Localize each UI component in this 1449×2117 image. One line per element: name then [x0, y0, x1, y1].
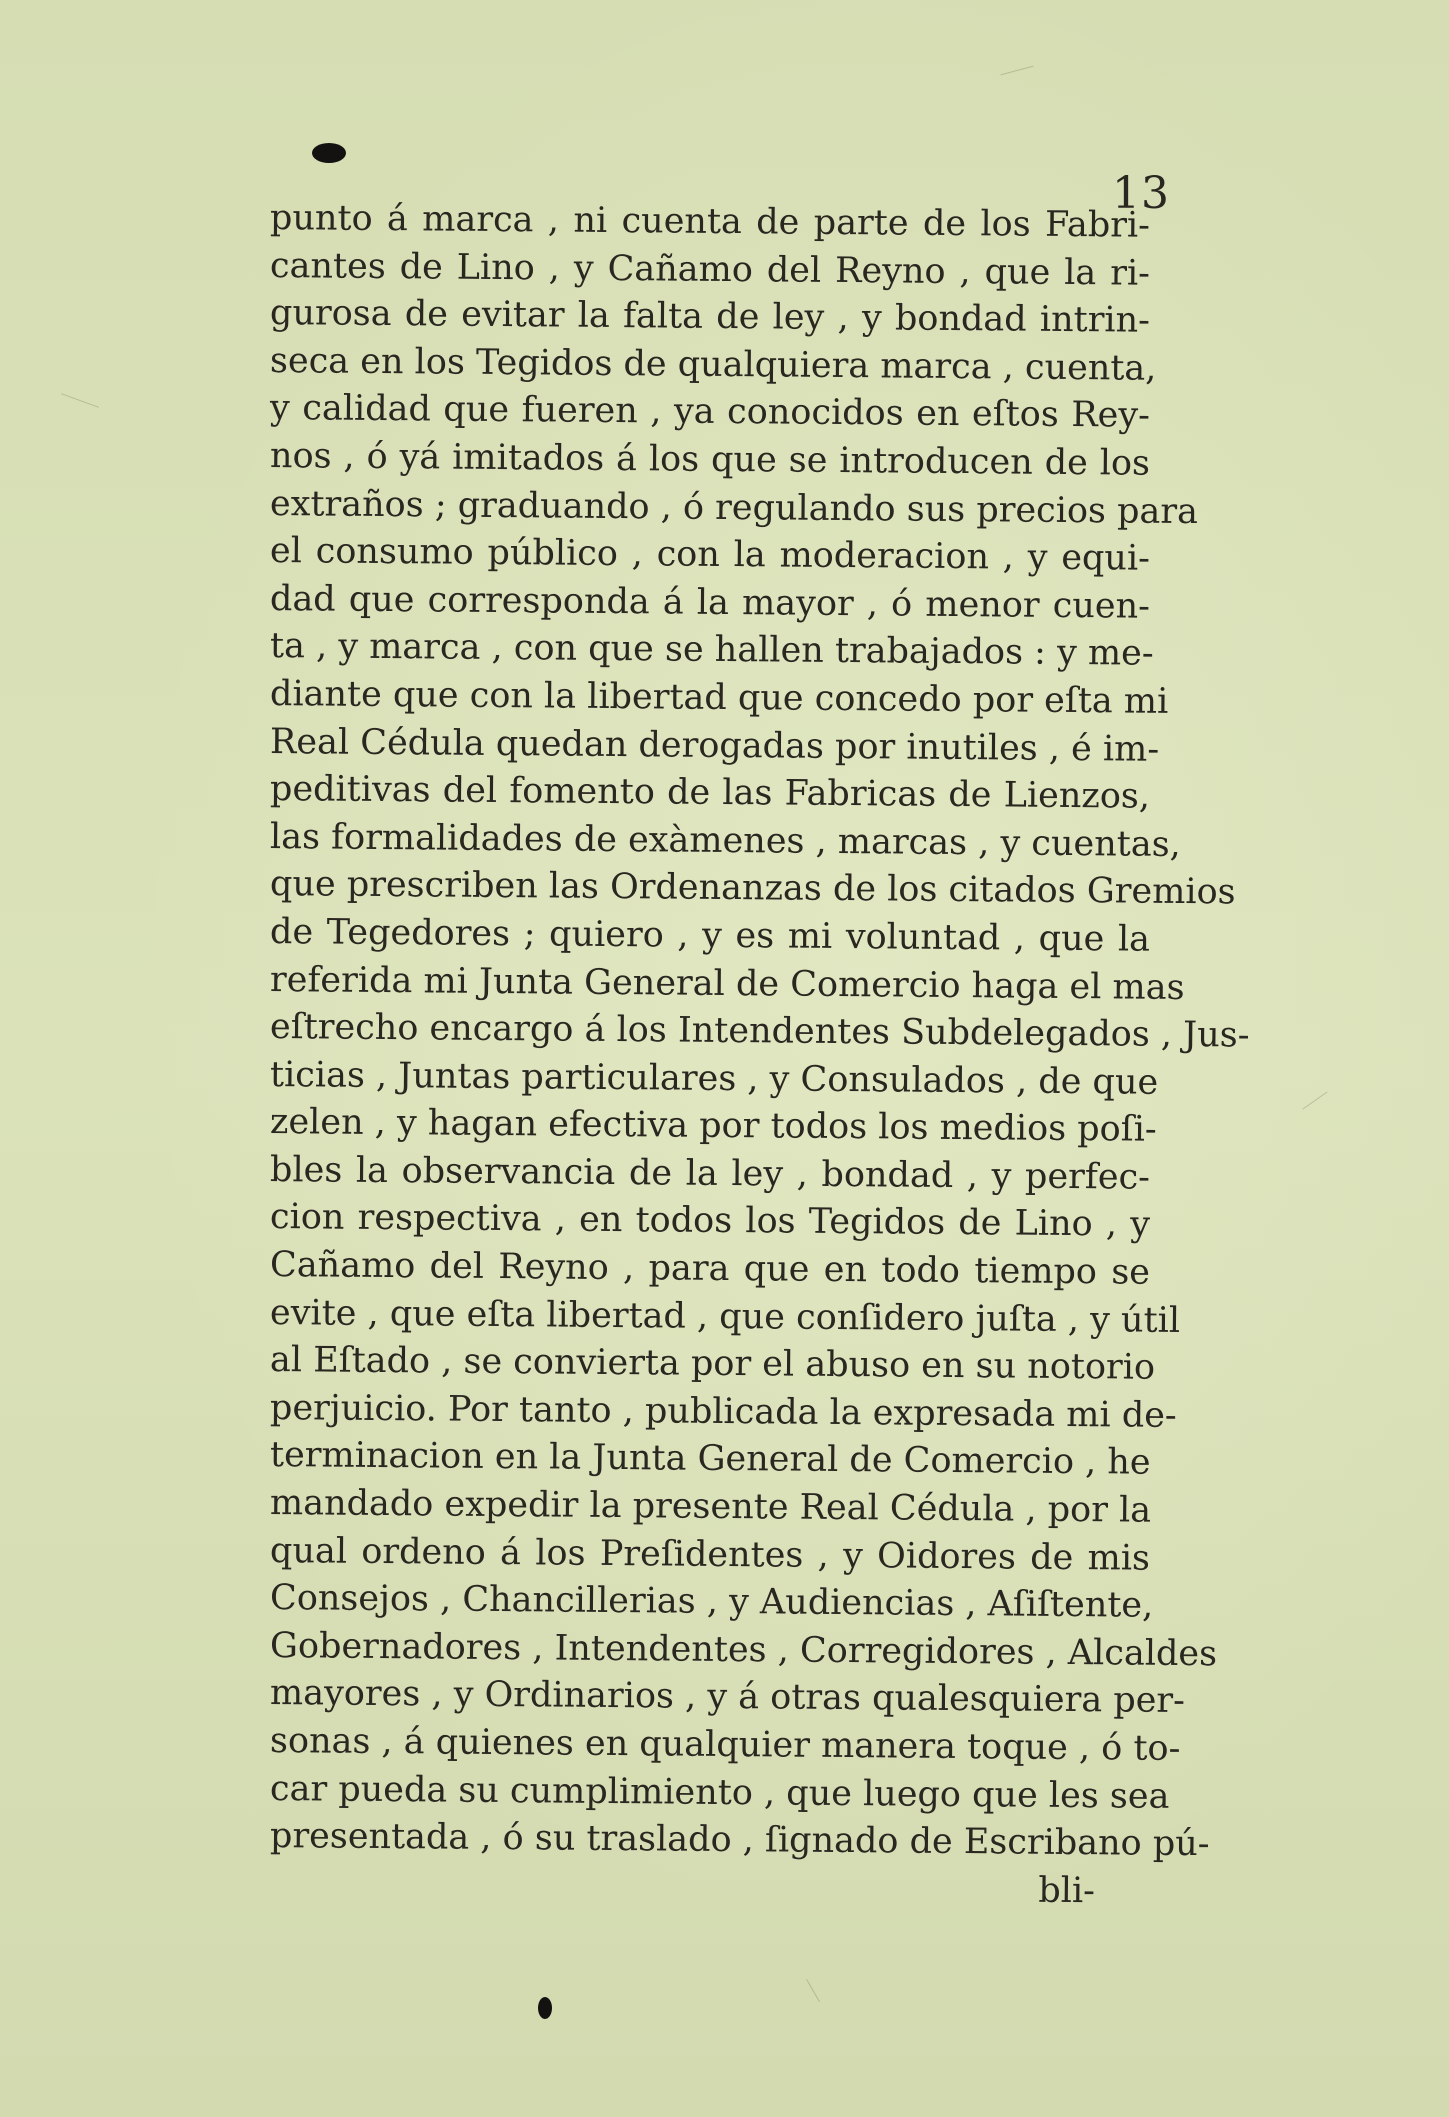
- catchword: bli-: [1038, 1870, 1096, 1911]
- text-line: terminacion en la Junta General de Comercio , he: [269, 1435, 1151, 1484]
- text-line: referida mi Junta General de Comercio haga el mas: [269, 959, 1185, 1008]
- text-line: seca en los Tegidos de qualquiera marca , cuenta,: [269, 340, 1157, 389]
- text-line: cion respectiva , en todos los Tegidos de Lino , y: [269, 1197, 1151, 1246]
- text-line: qual ordeno á los Preſidentes , y Oidores de mis: [269, 1530, 1151, 1579]
- paper-fiber: [61, 393, 99, 408]
- text-line: diante que con la libertad que concedo por eſta mi: [269, 673, 1169, 722]
- text-line: ticias , Juntas particulares , y Consulados , de que: [269, 1054, 1159, 1103]
- paper-fiber: [806, 1979, 820, 2002]
- text-line: extraños ; graduando , ó regulando sus precios para: [269, 483, 1199, 532]
- text-line: perjuicio. Por tanto , publicada la expresada mi de-: [269, 1387, 1177, 1436]
- text-line: las formalidades de exàmenes , marcas , y cuentas,: [269, 816, 1181, 865]
- text-line: dad que corresponda á la mayor , ó menor cuen-: [269, 578, 1151, 627]
- text-line: mandado expedir la presente Real Cédula , por la: [269, 1483, 1152, 1531]
- text-line: ta , y marca , con que se hallen trabajados : y me-: [269, 626, 1154, 675]
- text-line: Gobernadores , Intendentes , Corregidores , Alcaldes: [269, 1625, 1218, 1675]
- text-line: bles la observancia de la ley , bondad , y perfec-: [269, 1149, 1151, 1198]
- text-line: car pueda su cumplimiento , que luego que les sea: [269, 1768, 1170, 1817]
- body-text: [269, 195, 1250, 1911]
- text-line: al Eſtado , se convierta por el abuso en su notorio: [269, 1340, 1156, 1388]
- text-line: de Tegedores ; quiero , y es mi voluntad , que la: [269, 911, 1151, 960]
- text-line: presentada , ó su traslado , ſignado de Escribano pú-: [269, 1816, 1210, 1865]
- text-line: zelen , y hagan efectiva por todos los medios poſi-: [269, 1102, 1157, 1151]
- ink-blot-bottom: [538, 1997, 552, 2019]
- text-line: punto á marca , ni cuenta de parte de los Fabri-: [269, 198, 1151, 246]
- text-line: cantes de Lino , y Cañamo del Reyno , que la ri-: [269, 245, 1151, 294]
- text-line: nos , ó yá imitados á los que se introducen de los: [269, 435, 1151, 484]
- text-line: mayores , y Ordinarios , y á otras qualesquiera per-: [269, 1673, 1186, 1722]
- ink-blot-top: [312, 143, 346, 163]
- text-line: Cañamo del Reyno , para que en todo tiempo se: [269, 1245, 1151, 1293]
- text-line: gurosa de evitar la falta de ley , y bondad intrin-: [269, 293, 1151, 341]
- text-line: Real Cédula quedan derogadas por inutiles , é im-: [269, 721, 1160, 770]
- text-line: sonas , á quienes en qualquier manera toque , ó to-: [269, 1721, 1181, 1769]
- text-line: el consumo público , con la moderacion , y equi-: [269, 531, 1151, 579]
- text-line: evite , que eſta libertad , que conſidero juſta , y útil: [269, 1292, 1181, 1341]
- text-line: y calidad que fueren , ya conocidos en eſtos Rey-: [269, 388, 1151, 437]
- text-line: eſtrecho encargo á los Intendentes Subdelegados , Jus-: [269, 1007, 1250, 1056]
- paper-fiber: [1000, 66, 1033, 76]
- paper-fiber: [1302, 1091, 1327, 1109]
- text-line: peditivas del fomento de las Fabricas de Lienzos,: [269, 769, 1151, 817]
- page-number: 13: [1112, 168, 1170, 219]
- text-line: Consejos , Chancillerias , y Audiencias , Aſiſtente,: [269, 1578, 1154, 1626]
- text-line: que prescriben las Ordenanzas de los citados Gremios: [269, 864, 1236, 913]
